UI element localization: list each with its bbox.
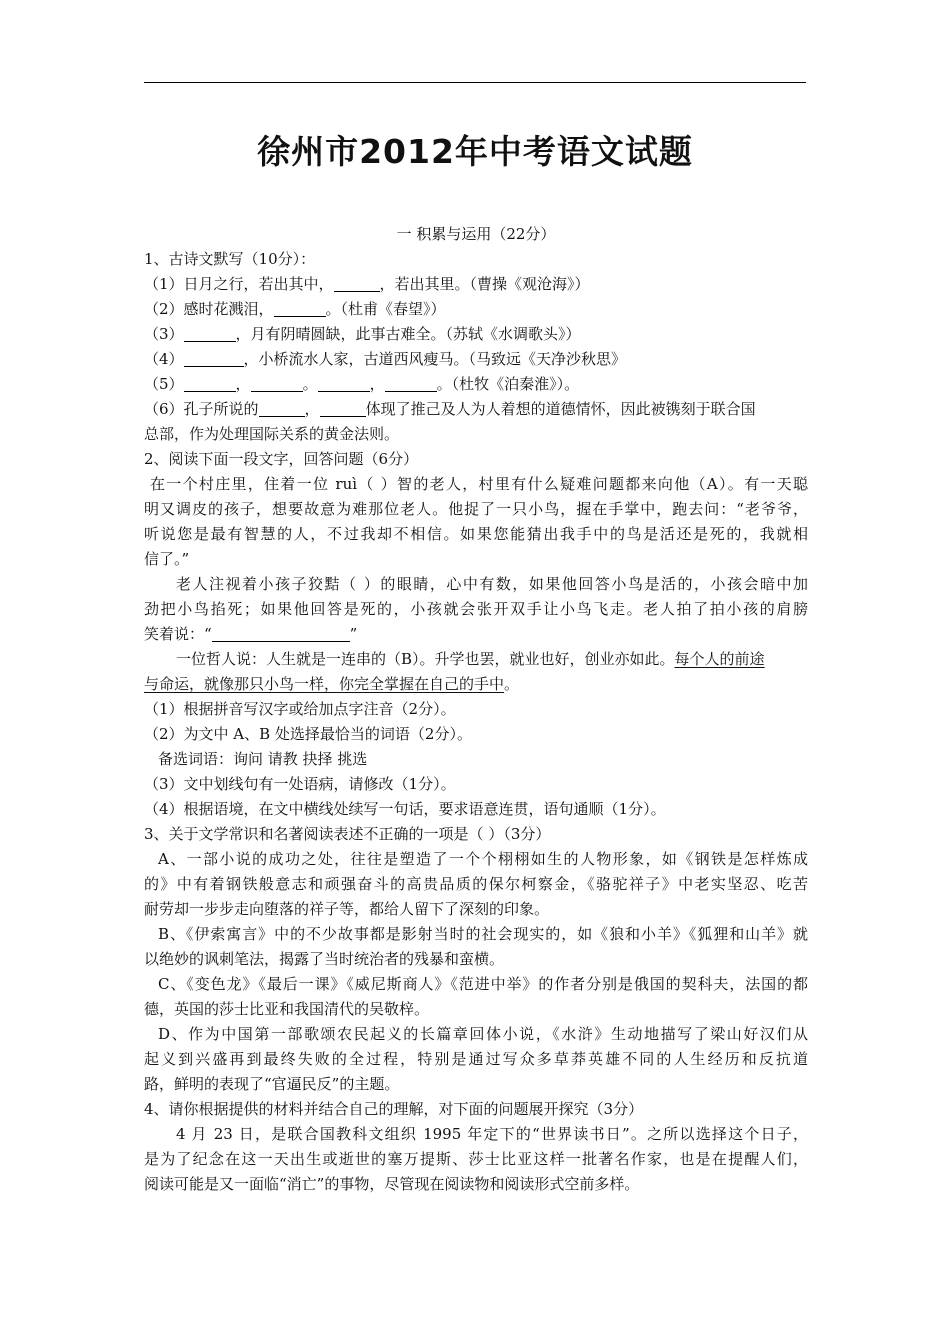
answer-blank	[318, 376, 370, 392]
text: 。（杜甫《春望》）	[325, 300, 446, 318]
q2-stem: 2、阅读下面一段文字，回答问题（6分）	[144, 450, 419, 468]
text: （4）	[144, 350, 184, 368]
q2-para1-line2: 明又调皮的孩子，想要故意为难那位老人。他捉了一只小鸟，握在手掌中，跑去问：“老爷爷，	[144, 500, 808, 518]
q3-option-c-line2: 德，英国的莎士比亚和我国清代的吴敬梓。	[144, 1000, 430, 1018]
underlined-sentence: 与命运，就像那只小鸟一样，你完全掌握在自己的手中	[144, 675, 505, 693]
q2-sub-2: （2）为文中 A、B 处选择最恰当的词语（2分）。	[144, 725, 472, 743]
q2-para2-line1: 老人注视着小孩子狡黠（ ）的眼睛，心中有数，如果他回答小鸟是活的，小孩会暗中加	[176, 575, 808, 593]
q1-line-4	[144, 347, 808, 372]
text: ，	[304, 400, 320, 418]
q1-line-2	[144, 297, 808, 322]
answer-blank	[320, 401, 366, 417]
underlined-sentence: 每个人的前途	[674, 650, 765, 668]
text: 一位哲人说：人生就是一连串的（B）。升学也罢，就业也好，创业亦如此。	[176, 650, 675, 668]
q2-para2-line3	[144, 622, 808, 647]
q1-stem: 1、古诗文默写（10分）：	[144, 250, 316, 268]
text: （5）	[144, 375, 184, 393]
q1-line-6	[144, 397, 808, 422]
q1-line-5	[144, 372, 808, 397]
answer-blank	[212, 626, 350, 642]
q1-line-7: 总部，作为处理国际关系的黄金法则。	[144, 425, 400, 443]
text: 。（杜牧《泊秦淮》）。	[436, 375, 580, 393]
q2-para2-line2: 劲把小鸟掐死；如果他回答是死的，小孩就会张开双手让小鸟飞走。老人拍了拍小孩的肩膀	[144, 600, 808, 618]
answer-blank	[184, 376, 236, 392]
text: （1）日月之行，若出其中，	[144, 275, 334, 293]
header-rule	[144, 82, 806, 83]
text: ，小桥流水人家，古道西风瘦马。（马致远《天净沙秋思》	[243, 350, 627, 368]
q3-option-d-line1: D、作为中国第一部歌颂农民起义的长篇章回体小说，《水浒》生动地描写了梁山好汉们从	[158, 1025, 808, 1043]
text: 。	[504, 675, 520, 693]
q2-para1-line3: 听说您是最有智慧的人，不过我却不相信。如果您能猜出我手中的鸟是活还是死的，我就相	[144, 525, 808, 543]
text: ，月有阴晴圆缺，此事古难全。（苏轼《水调歌头》）	[235, 325, 581, 343]
q3-option-d-line3: 路，鲜明的表现了“官逼民反”的主题。	[144, 1075, 400, 1093]
text: ，	[235, 375, 251, 393]
document-body	[144, 222, 808, 1197]
section-heading: 一 积累与运用（22分）	[396, 225, 556, 243]
q3-option-a-line1: A、一部小说的成功之处，往往是塑造了一个个栩栩如生的人物形象，如《钢铁是怎样炼成	[158, 850, 808, 868]
text: （6）孔子所说的	[144, 400, 259, 418]
q2-para3-line2	[144, 672, 808, 697]
q1-line-1	[144, 272, 808, 297]
q3-option-a-line2: 的》中有着钢铁般意志和顽强奋斗的高贵品质的保尔柯察金，《骆驼祥子》中老实坚忍、吃苦	[144, 875, 808, 893]
page-title: 徐州市2012年中考语文试题	[257, 132, 693, 171]
q3-option-b-line2: 以绝妙的讽刺笔法，揭露了当时统治者的残暴和蛮横。	[144, 950, 505, 968]
q2-para1-line4: 信了。”	[144, 550, 190, 568]
q2-para3-line1	[144, 647, 808, 672]
text: （2）感时花溅泪，	[144, 300, 274, 318]
q3-stem: 3、关于文学常识和名著阅读表述不正确的一项是（ ）（3分）	[144, 825, 551, 843]
q2-sub-4: （4）根据语境，在文中横线处续写一句话，要求语意连贯，语句通顺（1分）。	[144, 800, 666, 818]
answer-blank	[184, 351, 244, 367]
text: ，	[369, 375, 385, 393]
text: 体现了推己及人为人着想的道德情怀，因此被镌刻于联合国	[365, 400, 756, 418]
q3-option-b-line1: B、《伊索寓言》中的不少故事都是影射当时的社会现实的，如《狼和小羊》《狐狸和山羊》就	[158, 925, 808, 943]
q4-stem: 4、请你根据提供的材料并结合自己的理解，对下面的问题展开探究（3分）	[144, 1100, 644, 1118]
text: ”	[349, 625, 358, 643]
q4-para-line2: 是为了纪念在这一天出生或逝世的塞万提斯、莎士比亚这样一批著名作家，也是在提醒人们，	[144, 1150, 808, 1168]
answer-blank	[385, 376, 437, 392]
answer-blank	[274, 301, 326, 317]
q4-para-line3: 阅读可能是又一面临“消亡”的事物，尽管现在阅读物和阅读形式空前多样。	[144, 1175, 640, 1193]
q3-option-d-line2: 起义到兴盛再到最终失败的全过程，特别是通过写众多草莽英雄不同的人生经历和反抗道	[144, 1050, 808, 1068]
text: 笑着说：“	[144, 625, 212, 643]
q4-para-line1: 4 月 23 日，是联合国教科文组织 1995 年定下的“世界读书日”。之所以选择这个日子，	[176, 1125, 808, 1143]
answer-blank	[184, 326, 236, 342]
q2-word-options: 备选词语：询问 请教 抉择 挑选	[158, 750, 368, 768]
q2-sub-1: （1）根据拼音写汉字或给加点字注音（2分）。	[144, 700, 456, 718]
text: （3）	[144, 325, 184, 343]
answer-blank	[251, 376, 303, 392]
q3-option-c-line1: C、《变色龙》《最后一课》《威尼斯商人》《范进中举》的作者分别是俄国的契科夫，法国的都	[158, 975, 808, 993]
answer-blank	[259, 401, 305, 417]
q2-para1-line1: 在一个村庄里，住着一位 ruì（ ）智的老人，村里有什么疑难问题都来向他（A）。有一天聪	[150, 475, 808, 493]
text: ，若出其里。（曹操《观沧海》）	[379, 275, 590, 293]
q1-line-3	[144, 322, 808, 347]
text: 。	[302, 375, 318, 393]
q2-sub-3: （3）文中划线句有一处语病，请修改（1分）。	[144, 775, 456, 793]
q3-option-a-line3: 耐劳却一步步走向堕落的祥子等，都给人留下了深刻的印象。	[144, 900, 550, 918]
answer-blank	[334, 276, 380, 292]
